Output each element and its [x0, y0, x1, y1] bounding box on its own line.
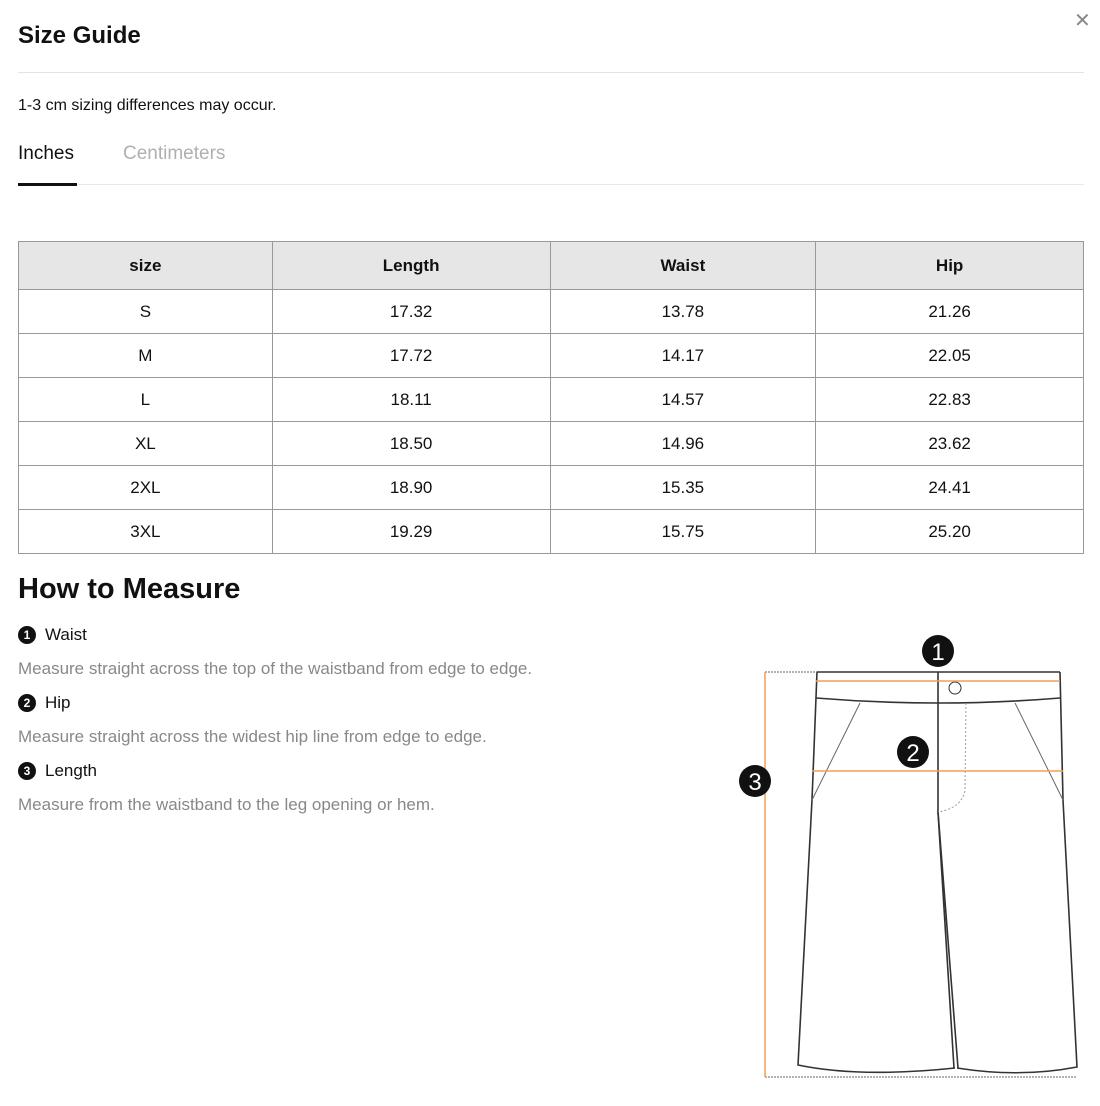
step-label: Length [45, 761, 97, 780]
header-length: Length [272, 242, 550, 290]
table-row [19, 510, 1084, 554]
table-cell-size: XL [19, 422, 273, 466]
table-cell-waist: 14.57 [550, 378, 816, 422]
table-cell-hip: 22.05 [816, 334, 1084, 378]
table-row [19, 290, 1084, 334]
header-size: size [19, 242, 273, 290]
table-cell-waist: 15.35 [550, 466, 816, 510]
table-row [19, 422, 1084, 466]
number-badge: 3 [18, 762, 36, 780]
tab-centimeters[interactable]: Centimeters [123, 143, 226, 164]
marker-1-label: 1 [931, 639, 945, 666]
active-tab-indicator [18, 183, 77, 186]
divider [18, 72, 1084, 73]
step-desc: Measure straight across the widest hip line from edge to edge. [18, 727, 487, 746]
table-cell-hip: 23.62 [816, 422, 1084, 466]
step-hip [18, 693, 71, 713]
table-cell-length: 18.50 [272, 422, 550, 466]
marker-2-label: 2 [906, 740, 920, 767]
tab-divider [18, 184, 1084, 185]
number-badge: 2 [18, 694, 36, 712]
table-cell-waist: 14.96 [550, 422, 816, 466]
sizing-note: 1-3 cm sizing differences may occur. [18, 97, 277, 114]
table-cell-hip: 24.41 [816, 466, 1084, 510]
table-cell-waist: 15.75 [550, 510, 816, 554]
table-cell-length: 19.29 [272, 510, 550, 554]
step-label: Hip [45, 693, 71, 712]
table-cell-waist: 13.78 [550, 290, 816, 334]
table-cell-size: 2XL [19, 466, 273, 510]
tab-inches[interactable]: Inches [18, 143, 74, 164]
how-to-measure-title: How to Measure [18, 573, 241, 605]
step-desc: Measure from the waistband to the leg opening or hem. [18, 795, 435, 814]
table-cell-length: 18.11 [272, 378, 550, 422]
shorts-measurement-diagram [730, 625, 1100, 1095]
header-hip: Hip [816, 242, 1084, 290]
shorts-outline [798, 672, 1077, 1073]
table-cell-hip: 21.26 [816, 290, 1084, 334]
close-icon[interactable]: ✕ [1074, 10, 1091, 32]
table-row [19, 378, 1084, 422]
table-cell-hip: 22.83 [816, 378, 1084, 422]
table-cell-length: 18.90 [272, 466, 550, 510]
table-header-row [19, 242, 1084, 290]
table-cell-length: 17.72 [272, 334, 550, 378]
step-label: Waist [45, 625, 87, 644]
step-waist [18, 625, 87, 645]
modal-title: Size Guide [18, 22, 141, 49]
table-cell-size: S [19, 290, 273, 334]
table-row [19, 466, 1084, 510]
table-row [19, 334, 1084, 378]
marker-3-label: 3 [748, 769, 762, 796]
table-cell-length: 17.32 [272, 290, 550, 334]
size-table [18, 241, 1084, 554]
table-cell-size: L [19, 378, 273, 422]
step-desc: Measure straight across the top of the waistband from edge to edge. [18, 659, 533, 678]
measure-lines [765, 672, 1063, 1077]
table-cell-size: M [19, 334, 273, 378]
table-cell-waist: 14.17 [550, 334, 816, 378]
table-cell-size: 3XL [19, 510, 273, 554]
table-cell-hip: 25.20 [816, 510, 1084, 554]
step-length [18, 761, 97, 781]
header-waist: Waist [550, 242, 816, 290]
number-badge: 1 [18, 626, 36, 644]
